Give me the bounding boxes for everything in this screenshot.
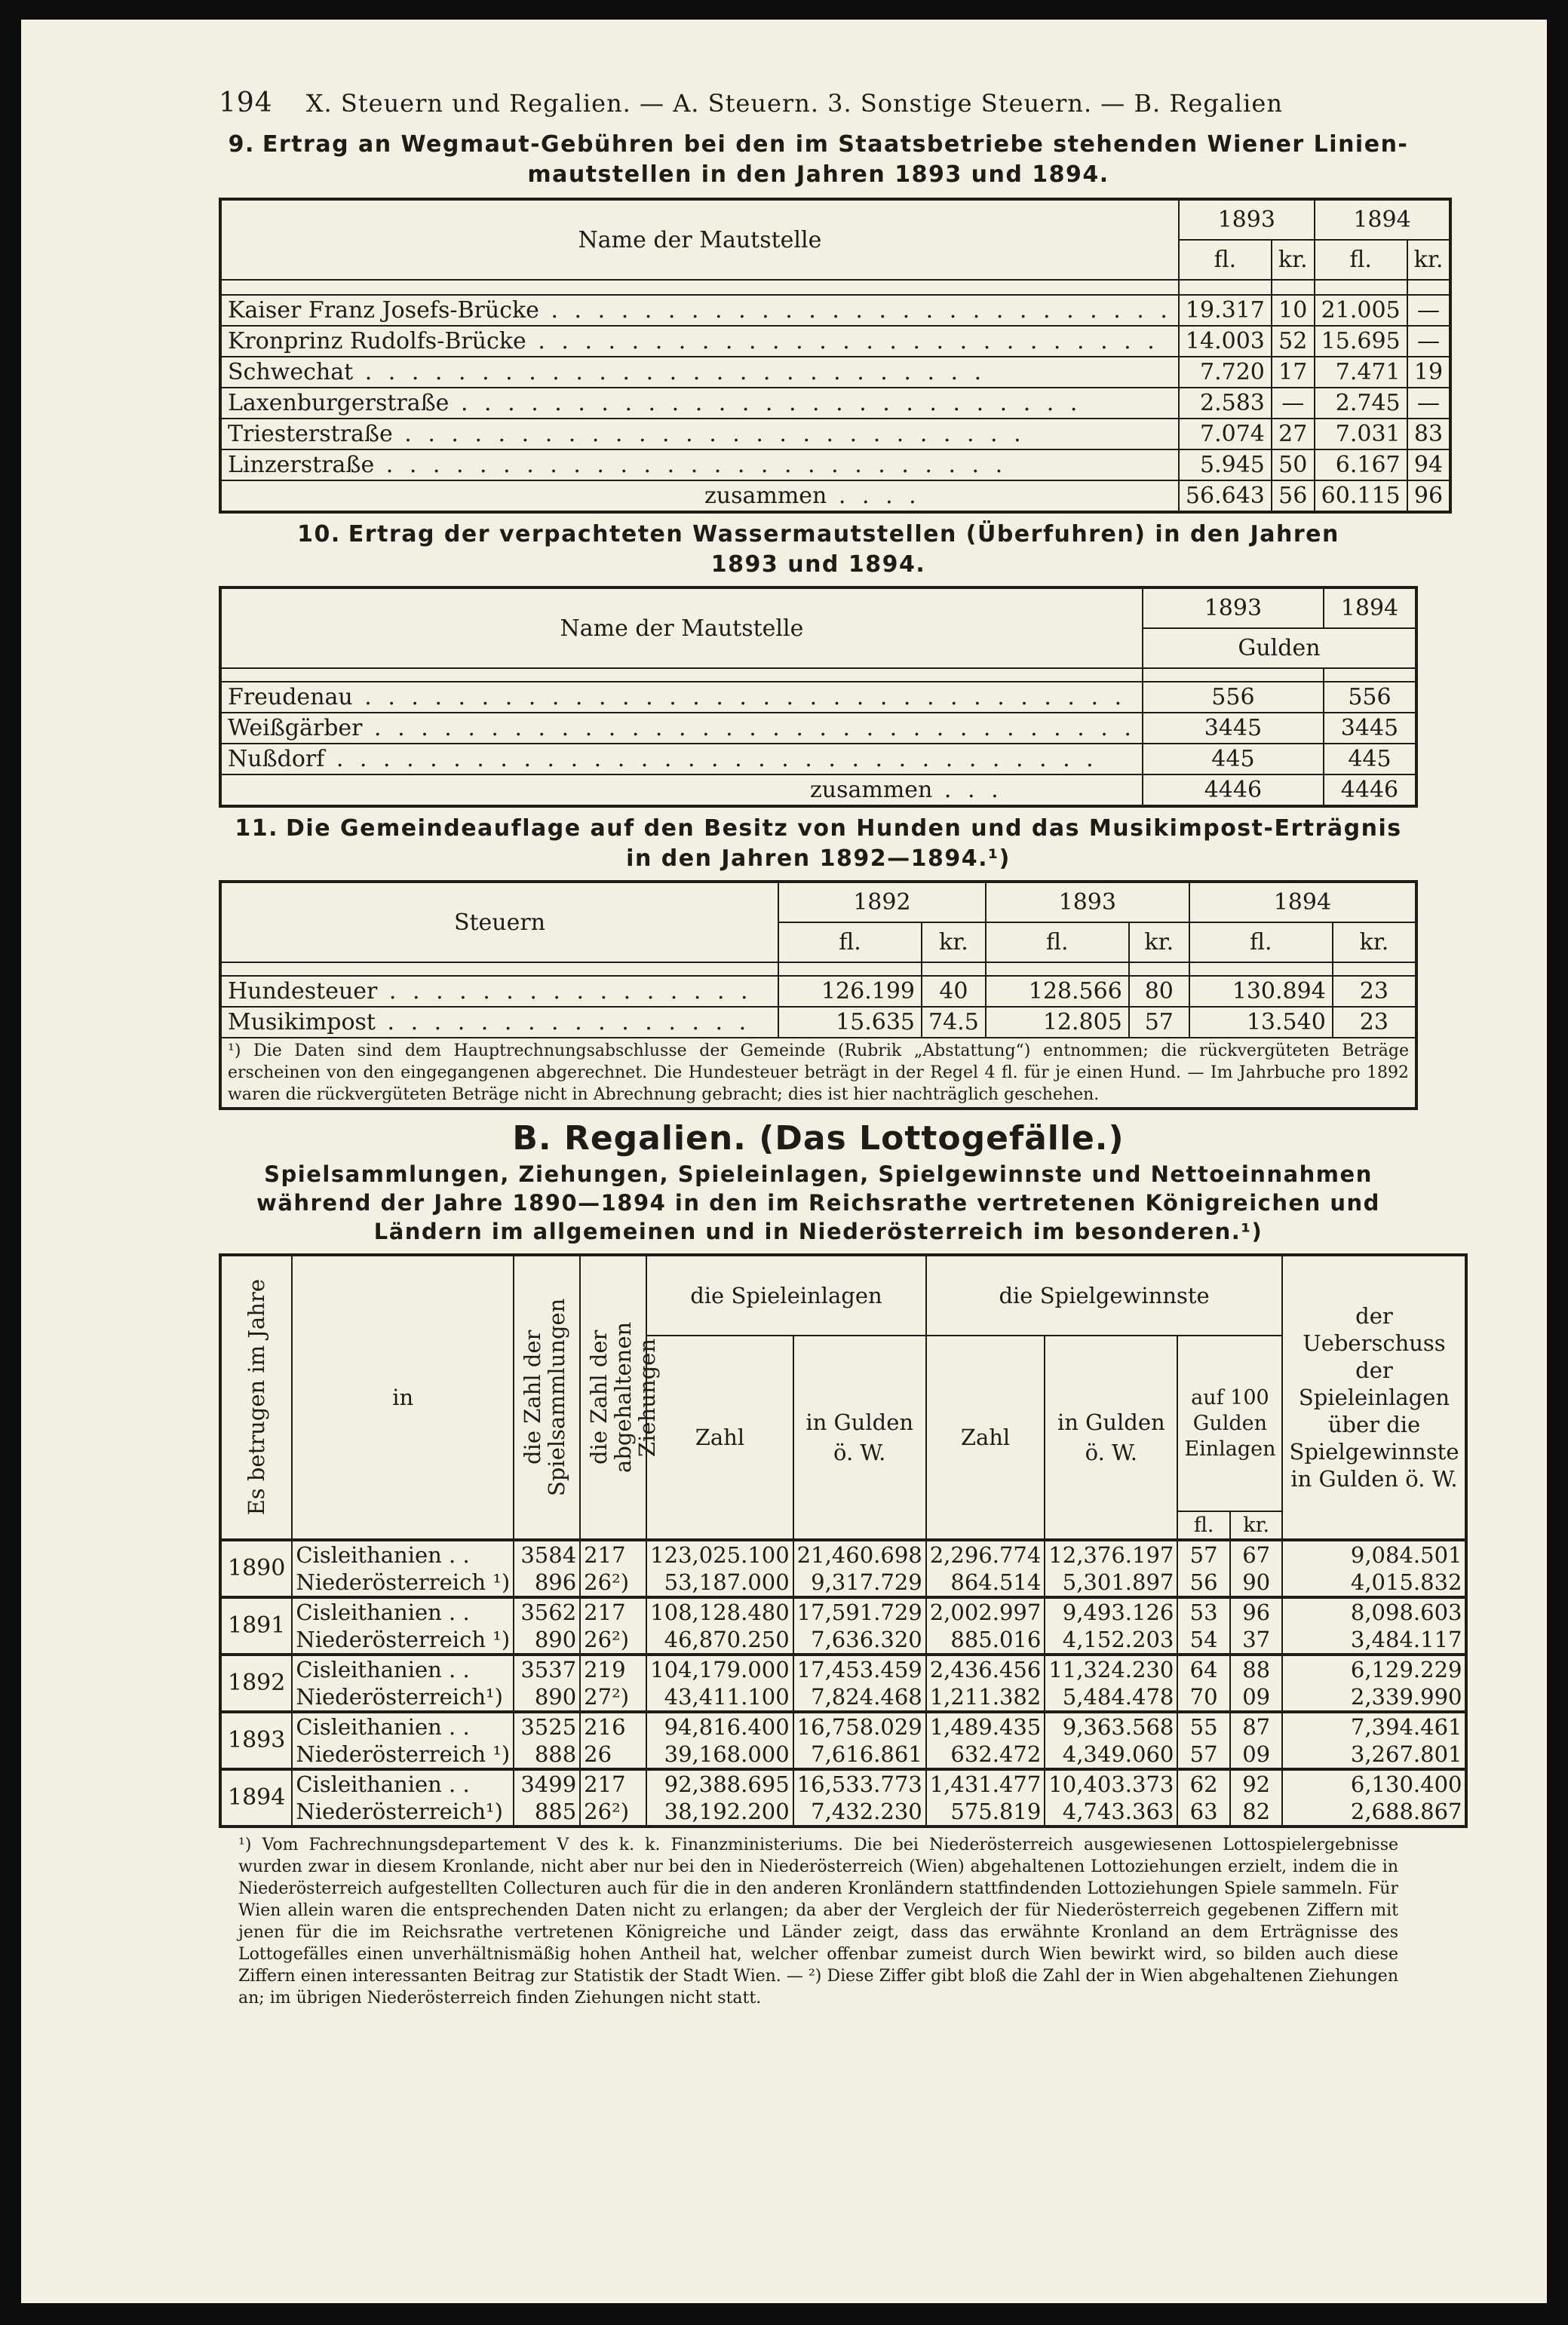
table10-unit: Gulden [1143,628,1416,668]
lotto-footnote: ¹) Vom Fachrechnungsdepartement V des k. k. Finanzministeriums. Die bei Niederösterreich ausgewiesenen Lottospielergebnisse wurden zwar in diesem Kronlande, nicht aber nur bei den in Niederösterreich (Wien) abgehaltenen Lottoziehungen erzielt, indem die in Niederösterreich aufgestellten Collecturen auch für die in den anderen Kronländern stattfindenden Lottoziehungen Spiele sammeln. Für Wien allein waren die entsprechenden Daten nicht zu erlangen; da aber der Vergleich der für Niederösterreich gegebenen Ziffern mit jenen für die im Reichsrathe vertretenen Königreiche und Länder zeigt, dass das erwähnte Kronland an dem Erträgnisse des Lottogefälles einen unverhältnismäßig hohen Antheil hat, welcher offenbar zumeist durch Wien bewirkt wird, so bilden auch diese Ziffern einen interessanten Beitrag zur Statistik der Stadt Wien. — ²) Diese Ziffer gibt bloß die Zahl der in Wien abgehaltenen Ziehungen an; im übrigen Niederösterreich finden Ziehungen nicht statt. [238,1836,1398,2008]
table-row: Niederösterreich¹) 885 26²) 38,192.200 7,432.230 575.819 4,743.363 63 82 2,688.867 [220,1798,1466,1827]
table-row: Musikimpost . . . . . . . . . . . . . . . . 15.635 74.5 12.805 57 13.540 23 [220,1007,1416,1038]
table11: Steuern 1892 1893 1894 fl. kr. fl. kr. fl. kr. Hundesteuer . . . . . . . . . . . . . . . . 126.199 40 128.566 80 130.894 23 Musikimpost . . . . . . . . . . . . . . . . 15.635 74.5 12.805 57 13.540 23 ¹) Die Daten sind dem Hauptrechnungsabschlusse der Gemeinde (Rubrik „Abstattung“) entnommen; die rückvergüteten Beträge erscheinen von den eingegangenen abgerechnet. Die Hundesteuer beträgt in der Regel 4 fl. für je einen Hund. — Im Jahrbuche pro 1892 waren die rückvergüteten Beträge nicht in Abrechnung gebracht; dies ist hier nachträglich geschehen. [219,880,1418,1110]
lotto-h-zieh: die Zahl der abgehaltenen Ziehungen [580,1255,646,1540]
table9 [219,198,1452,514]
table-row: 1892 Cisleithanien . . 3537 219 104,179.000 17,453.459 2,436.456 11,324.230 64 88 6,129.229 [220,1655,1466,1683]
table9-unit-row: fl. kr. fl. kr. [220,240,1450,280]
year-cell: 1891 [220,1597,292,1655]
row-label: Kaiser Franz Josefs-Brücke [228,297,539,324]
running-title: X. Steuern und Regalien. — A. Steuern. 3. Sonstige Steuern. — B. Regalien [305,89,1283,118]
table9-sum-row: zusammen . . . . 56.643 56 60.115 96 [220,480,1450,512]
row-label: Nußdorf [228,746,325,772]
table-row: 1890 Cisleithanien . . 3584 217 123,025.100 21,460.698 2,296.774 12,376.197 57 67 9,084.501 [220,1540,1466,1569]
row-label: Musikimpost [228,1009,376,1035]
row-label: Triesterstraße [228,421,393,447]
table10-col-name: Name der Mautstelle [220,587,1143,668]
table-row: Niederösterreich¹) 890 27²) 43,411.100 7,824.468 1,211.382 5,484.478 70 09 2,339.990 [220,1683,1466,1712]
table-row: Schwechat . . . . . . . . . . . . . . . . . . . . . . . . . . . 7.720 17 7.471 19 [220,357,1450,388]
table-row: Linzerstraße . . . . . . . . . . . . . . . . . . . . . . . . . . . 5.945 50 6.167 94 [220,449,1450,480]
year-cell: 1892 [220,1655,292,1712]
table10-sum-row: zusammen . . . 4446 4446 [220,774,1416,806]
lotto-h-year: Es betrugen im Jahre [220,1255,292,1540]
table10: Name der Mautstelle 1893 1894 Gulden Freudenau . . . . . . . . . . . . . . . . . . . . . . . . . . . . . . . . . 556 556 Weißgärber . . . . . . . . . . . . . . . . . . . . . . . . . . . . . . . . . 3445 3445 Nußdorf . . . . . . . . . . . . . . . . . . . . . . . . . . . . . . . . . 445 445 zusammen . . . 4446 4446 [219,586,1418,808]
table-row: Kronprinz Rudolfs-Brücke . . . . . . . . . . . . . . . . . . . . . . . . . . . 14.003 52 15.695 — [220,326,1450,357]
table11-col-name: Steuern [220,882,778,962]
lotto-table: Es betrugen im Jahre in die Zahl der Spielsammlungen die Zahl der abgehaltenen Ziehungen die Spieleinlagen die Spielgewinnste der Ueberschuss der Spieleinlagen über die Spielgewinnste in Gulden ö. W. Zahl in Gulden ö. W. Zahl in Gulden ö. W. auf 100 Gulden Einlagen fl. kr. 1890 Cisleithanien . . 3584 217 123,025.100 21,460.698 2,296.774 12,376.197 57 67 9,084.501 Niederösterreich ¹) 896 26²) 53,187.000 9,317.729 864.514 5,301.897 56 90 4,015.832 1891 Cisleithanien . . 3562 217 108,128.480 17,591.729 2,002.997 9,493.126 53 96 8,098.603 Niederösterreich ¹) 890 26²) 46,870.250 7,636.320 885.016 4,152.203 54 37 3,484.117 1892 Cisleithanien . . 3537 219 104,179.000 17,453.459 2,436.456 11,324.230 64 88 6,129.229 Niederösterreich¹) 890 27²) 43,411.100 7,824.468 1,211.382 5,484.478 70 09 2,339.990 1893 Cisleithanien . . 3525 216 94,816.400 16,758.029 1,489.435 9,363.568 55 87 7,394.461 Niederösterreich ¹) 888 26 39,168.000 7,616.861 632.472 4,349.060 57 09 3,267.801 1894 Cisleithanien . . 3499 217 92,388.695 16,533.773 1,431.477 10,403.373 62 92 6,130.400 Niederösterreich¹) 885 26²) 38,192.200 7,432.230 575.819 4,743.363 63 82 2,688.867 [219,1253,1468,1828]
row-label: Hundesteuer [228,978,378,1005]
row-label: Laxenburgerstraße [228,390,450,416]
row-label: Weißgärber [228,715,363,741]
table11-title: 11. Die Gemeindeauflage auf den Besitz von Hunden und das Musikimpost-Erträgnis in den Jahren 1892—1894.¹) [235,815,1402,872]
lotto-h-gewinnste: die Spielgewinnste [926,1255,1283,1336]
table9-body [220,295,1450,480]
table-row: Freudenau . . . . . . . . . . . . . . . . . . . . . . . . . . . . . . . . . 556 556 [220,682,1416,713]
page-number: 194 [219,87,273,118]
table-row: Weißgärber . . . . . . . . . . . . . . . . . . . . . . . . . . . . . . . . . 3445 3445 [220,713,1416,744]
running-header [219,87,1418,130]
table-row: 1893 Cisleithanien . . 3525 216 94,816.400 16,758.029 1,489.435 9,363.568 55 87 7,394.461 [220,1712,1466,1741]
table10-title: 10. Ertrag der verpachteten Wassermautstellen (Überfuhren) in den Jahren 1893 und 1894. [297,521,1339,578]
row-label: Freudenau [228,684,353,710]
table-row: Triesterstraße . . . . . . . . . . . . . . . . . . . . . . . . . . . 7.074 27 7.031 83 [220,419,1450,449]
table11-footnote: ¹) Die Daten sind dem Hauptrechnungsabschlusse der Gemeinde (Rubrik „Abstattung“) entnommen; die rückvergüteten Beträge erscheinen von den eingegangenen abgerechnet. Die Hundesteuer beträgt in der Regel 4 fl. für je einen Hund. — Im Jahrbuche pro 1892 waren die rückvergüteten Beträge nicht in Abrechnung gebracht; dies ist hier nachträglich geschehen. [220,1038,1416,1109]
year-cell: 1894 [220,1769,292,1827]
table-row: Hundesteuer . . . . . . . . . . . . . . . . 126.199 40 128.566 80 130.894 23 [220,976,1416,1007]
table-row: Niederösterreich ¹) 888 26 39,168.000 7,616.861 632.472 4,349.060 57 09 3,267.801 [220,1741,1466,1769]
table10-body [220,682,1416,774]
row-label: Linzerstraße [228,452,375,478]
table-row: Nußdorf . . . . . . . . . . . . . . . . . . . . . . . . . . . . . . . . . 445 445 [220,744,1416,774]
table9-title: 9. Ertrag an Wegmaut-Gebühren bei den im Staatsbetriebe stehenden Wiener Linien- mautstellen in den Jahren 1893 und 1894. [228,131,1409,188]
table-row: 1894 Cisleithanien . . 3499 217 92,388.695 16,533.773 1,431.477 10,403.373 62 92 6,130.400 [220,1769,1466,1798]
year-cell: 1890 [220,1540,292,1597]
row-label: Schwechat [228,359,354,385]
table-row: Kaiser Franz Josefs-Brücke . . . . . . . . . . . . . . . . . . . . . . . . . . . 19.317 10 21.005 — [220,295,1450,326]
year-cell: 1893 [220,1712,292,1769]
table9-col-name: Name der Mautstelle [220,199,1179,280]
table-row: Niederösterreich ¹) 890 26²) 46,870.250 7,636.320 885.016 4,152.203 54 37 3,484.117 [220,1626,1466,1655]
table-row: Niederösterreich ¹) 896 26²) 53,187.000 9,317.729 864.514 5,301.897 56 90 4,015.832 [220,1569,1466,1597]
row-label: Kronprinz Rudolfs-Brücke [228,328,526,354]
section-b-subtitle: Spielsammlungen, Ziehungen, Spieleinlagen, Spielgewinnste und Nettoeinnahmen während der Jahre 1890—1894 in den im Reichsrathe vertretenen Königreichen und Ländern im allgemeinen und in Niederösterreich im besonderen.¹) [256,1161,1380,1244]
table-row: 1891 Cisleithanien . . 3562 217 108,128.480 17,591.729 2,002.997 9,493.126 53 96 8,098.603 [220,1597,1466,1626]
lotto-body [220,1540,1466,1827]
page-content [219,87,1462,2015]
lotto-h-samml: die Zahl der Spielsammlungen [514,1255,580,1540]
document-page [21,20,1547,2303]
lotto-h-in: in [292,1255,514,1540]
table-row: Laxenburgerstraße . . . . . . . . . . . . . . . . . . . . . . . . . . . 2.583 — 2.745 — [220,388,1450,419]
table9-header-row: Name der Mautstelle 1893 1894 [220,199,1450,240]
table11-body [220,976,1416,1038]
lotto-h-ueberschuss: der Ueberschuss der Spieleinlagen über die Spielgewinnste in Gulden ö. W. [1282,1255,1466,1540]
lotto-h-einlagen: die Spieleinlagen [646,1255,926,1336]
section-b-heading: B. Regalien. (Das Lottogefälle.) [512,1119,1125,1158]
